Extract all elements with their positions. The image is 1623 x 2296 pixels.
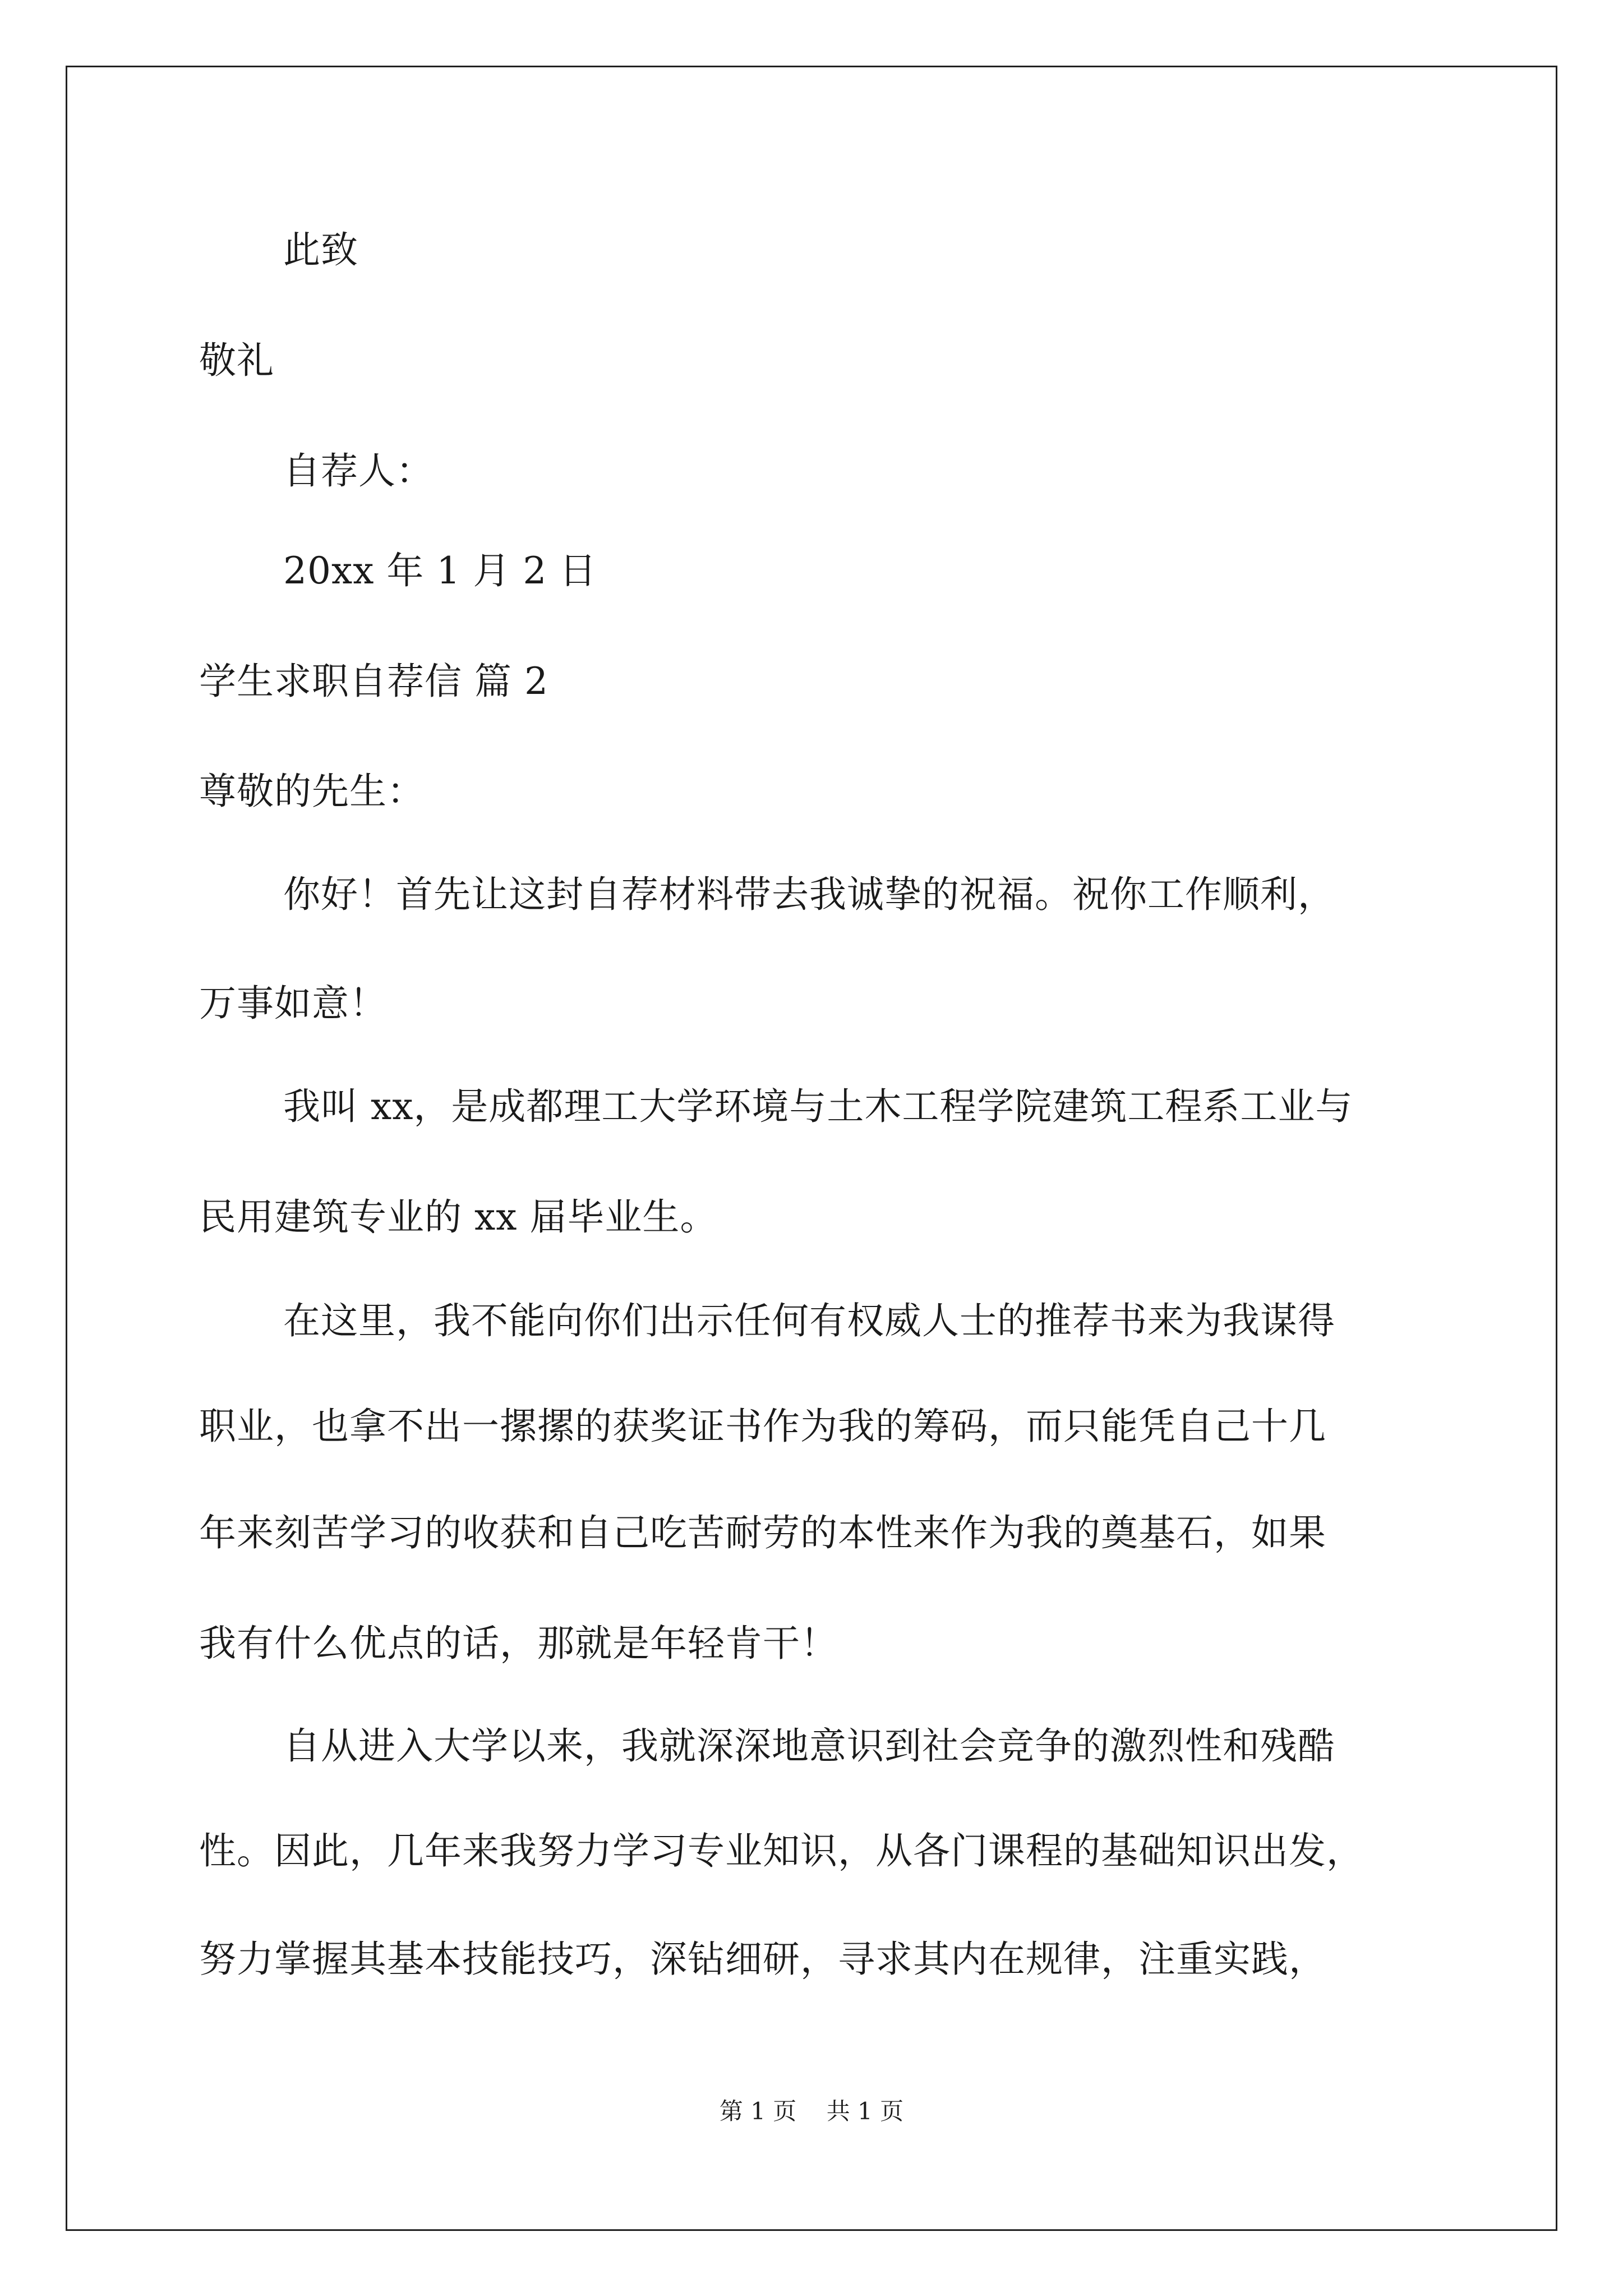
closing-regards: 敬礼 xyxy=(199,339,274,382)
greeting: 尊敬的先生： xyxy=(199,770,425,813)
page-footer: 第 1 页 共 1 页 xyxy=(719,2097,904,2125)
paragraph-line: 万事如意！ xyxy=(199,982,387,1025)
section-heading: 学生求职自荐信 篇 2 xyxy=(199,660,548,703)
paragraph-line: 在这里，我不能向你们出示任何有权威人士的推荐书来为我谋得 xyxy=(283,1299,1335,1342)
paragraph-line: 我叫 xx，是成都理工大学环境与土木工程学院建筑工程系工业与 xyxy=(283,1085,1353,1128)
paragraph-line: 自从进入大学以来，我就深深地意识到社会竞争的激烈性和残酷 xyxy=(283,1724,1335,1768)
paragraph-line: 努力掌握其基本技能技巧，深钻细研，寻求其内在规律，注重实践， xyxy=(199,1938,1326,1981)
paragraph-line: 我有什么优点的话，那就是年轻肯干！ xyxy=(199,1622,838,1665)
paragraph-line: 你好！首先让这封自荐材料带去我诚挚的祝福。祝你工作顺利， xyxy=(283,873,1335,916)
closing-salutation: 此致 xyxy=(283,228,358,272)
paragraph-line: 性。因此，几年来我努力学习专业知识，从各门课程的基础知识出发， xyxy=(199,1829,1364,1872)
paragraph-line: 年来刻苦学习的收获和自己吃苦耐劳的本性来作为我的奠基石，如果 xyxy=(199,1511,1326,1554)
letter-date: 20xx 年 1 月 2 日 xyxy=(283,549,597,592)
paragraph-line: 民用建筑专业的 xx 届毕业生。 xyxy=(199,1195,718,1239)
page-border xyxy=(66,66,1557,2231)
paragraph-line: 职业，也拿不出一摞摞的获奖证书作为我的筹码，而只能凭自己十几 xyxy=(199,1405,1326,1448)
signature-label: 自荐人： xyxy=(283,449,434,493)
